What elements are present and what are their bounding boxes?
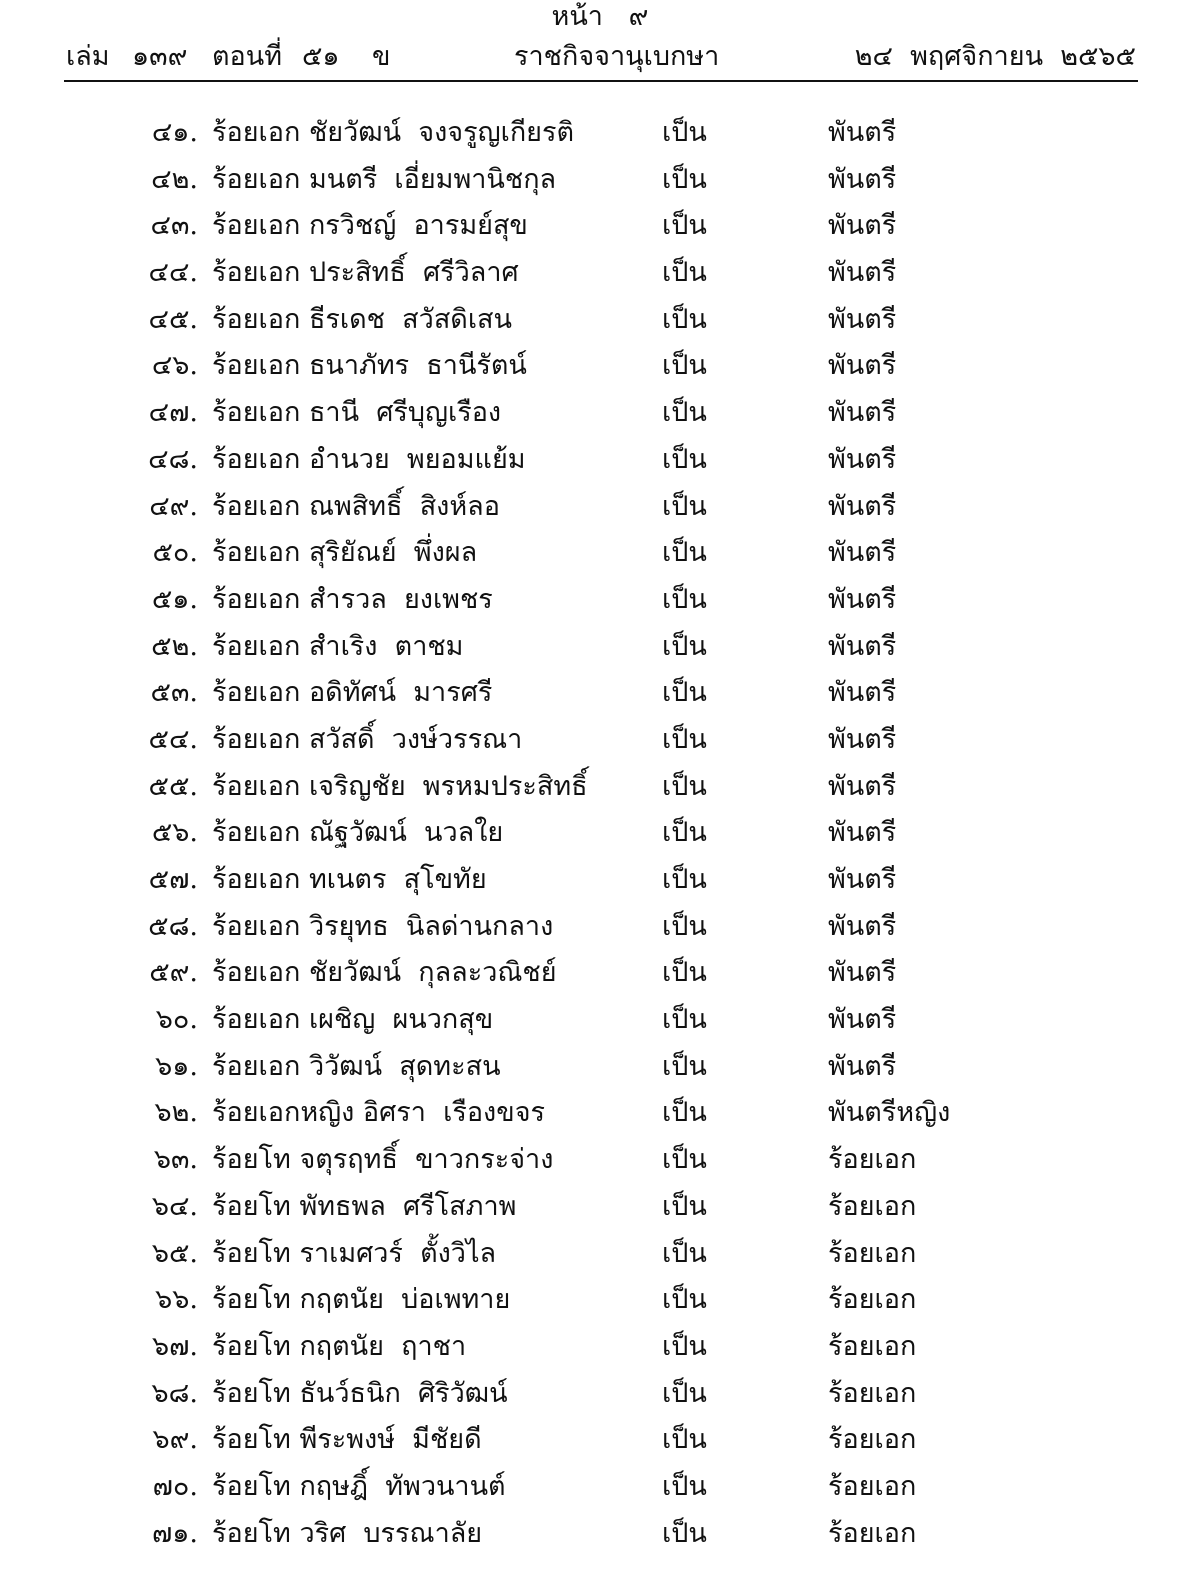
entry-new-rank: พันตรี (828, 770, 897, 802)
entry-number: ๔๘. (148, 443, 198, 475)
entry-new-rank: พันตรี (828, 443, 897, 475)
entry-person-name: ชัยวัฒน์ กุลละวณิชย์ (308, 957, 557, 989)
entry-current-rank: ร้อยโท (212, 1424, 291, 1456)
entry-connector: เป็น (662, 1144, 707, 1176)
entry-connector: เป็น (662, 210, 707, 242)
entry-person-name: กรวิชญ์ อารมย์สุข (308, 210, 528, 242)
volume-label: เล่ม (66, 41, 110, 72)
entry-number: ๕๓. (150, 677, 198, 709)
entry-new-rank: ร้อยเอก (828, 1144, 917, 1176)
entry-name (212, 533, 477, 573)
list-item (0, 440, 1200, 487)
list-item (0, 1420, 1200, 1467)
entry-number: ๗๐. (152, 1470, 198, 1502)
entry-connector: เป็น (662, 1377, 707, 1409)
entry-current-rank: ร้อยโท (212, 1237, 291, 1269)
entry-connector: เป็น (662, 163, 707, 195)
list-item (0, 346, 1200, 393)
issue-number: ๕๑ (302, 41, 340, 72)
entry-number: ๕๕. (148, 770, 198, 802)
entry-connector: เป็น (662, 537, 707, 569)
entry-person-name: สวัสดิ์ วงษ์วรรณา (308, 723, 523, 755)
list-item (0, 673, 1200, 720)
entry-new-rank: ร้อยเอก (828, 1190, 917, 1222)
entry-number: ๖๒. (154, 1097, 198, 1129)
entry-name (212, 1420, 482, 1460)
list-item (0, 627, 1200, 674)
entry-new-rank: พันตรี (828, 490, 897, 522)
entry-person-name: วริศ บรรณาลัย (299, 1517, 483, 1549)
entry-name (212, 907, 553, 947)
entry-person-name: ประสิทธิ์ ศรีวิลาศ (308, 257, 519, 289)
list-item (0, 1374, 1200, 1421)
entry-new-rank: ร้อยเอก (828, 1237, 917, 1269)
entry-connector: เป็น (662, 583, 707, 615)
entry-current-rank: ร้อยเอก (212, 303, 301, 335)
entry-person-name: สำรวล ยงเพชร (308, 583, 493, 615)
entry-current-rank: ร้อยโท (212, 1144, 291, 1176)
entry-current-rank: ร้อยโท (212, 1470, 291, 1502)
entry-new-rank: พันตรี (828, 397, 897, 429)
entry-current-rank: ร้อยโท (212, 1330, 291, 1362)
entry-number: ๖๕. (151, 1237, 198, 1269)
entry-number: ๖๘. (151, 1377, 198, 1409)
entry-current-rank: ร้อยเอกหญิง (212, 1097, 355, 1129)
entry-new-rank: พันตรี (828, 303, 897, 335)
entry-number: ๔๒. (151, 163, 198, 195)
entry-new-rank: พันตรี (828, 257, 897, 289)
entry-new-rank: พันตรี (828, 910, 897, 942)
list-item (0, 113, 1200, 160)
entry-number: ๖๔. (151, 1190, 198, 1222)
entry-name (212, 1000, 493, 1040)
entry-connector: เป็น (662, 864, 707, 895)
list-item (0, 1327, 1200, 1374)
entry-new-rank: ร้อยเอก (828, 1517, 917, 1549)
issue-label: ตอนที่ (212, 41, 283, 72)
entry-connector: เป็น (662, 1470, 707, 1502)
entry-name (212, 1467, 506, 1507)
entry-new-rank: พันตรี (828, 117, 897, 148)
list-item (0, 1093, 1200, 1140)
list-item (0, 720, 1200, 767)
list-item (0, 580, 1200, 627)
entry-connector: เป็น (662, 1237, 707, 1269)
entry-name (212, 487, 500, 527)
section-letter: ข (372, 41, 391, 72)
entry-current-rank: ร้อยเอก (212, 350, 301, 382)
entry-name (212, 673, 492, 713)
entry-person-name: วิวัฒน์ สุดทะสน (308, 1050, 501, 1082)
entry-new-rank: พันตรี (828, 630, 897, 662)
entry-name (212, 1374, 508, 1414)
entry-new-rank: พันตรี (828, 537, 897, 569)
entry-new-rank: ร้อยเอก (828, 1424, 917, 1456)
entry-number: ๖๐. (155, 1004, 198, 1036)
entry-connector: เป็น (662, 443, 707, 475)
entry-current-rank: ร้อยเอก (212, 630, 301, 662)
entry-new-rank: พันตรีหญิง (828, 1097, 951, 1129)
list-item (0, 487, 1200, 534)
entry-name (212, 1234, 496, 1274)
entry-current-rank: ร้อยเอก (212, 397, 301, 429)
entry-person-name: พีระพงษ์ มีชัยดี (299, 1424, 482, 1456)
entry-person-name: ธนาภัทร ธานีรัตน์ (308, 350, 527, 382)
list-item (0, 206, 1200, 253)
entry-name (212, 720, 522, 760)
entry-connector: เป็น (662, 1050, 707, 1082)
entry-connector: เป็น (662, 1284, 707, 1316)
entry-current-rank: ร้อยเอก (212, 817, 301, 849)
entry-person-name: อิศรา เรืองขจร (362, 1097, 546, 1129)
entry-new-rank: พันตรี (828, 864, 897, 895)
entry-name (212, 953, 557, 993)
entry-name (212, 813, 503, 853)
entry-new-rank: ร้อยเอก (828, 1470, 917, 1502)
entry-new-rank: พันตรี (828, 163, 897, 195)
entry-number: ๔๑. (151, 117, 198, 148)
entry-new-rank: พันตรี (828, 1004, 897, 1036)
entry-name (212, 1514, 482, 1554)
entry-person-name: มนตรี เอี่ยมพานิชกุล (308, 163, 557, 195)
list-item (0, 533, 1200, 580)
entry-name (212, 393, 501, 433)
entry-connector: เป็น (662, 1097, 707, 1129)
entry-person-name: ธีรเดช สวัสดิเสน (308, 303, 512, 335)
entry-name (212, 440, 526, 480)
entry-current-rank: ร้อยเอก (212, 163, 301, 195)
entry-number: ๖๓. (153, 1144, 198, 1176)
publication-title: ราชกิจจานุเบกษา (514, 41, 720, 72)
entry-name (212, 300, 512, 340)
list-item (0, 1187, 1200, 1234)
entry-current-rank: ร้อยโท (212, 1190, 291, 1222)
entry-new-rank: ร้อยเอก (828, 1330, 917, 1362)
entry-name (212, 346, 527, 386)
entry-connector: เป็น (662, 117, 707, 148)
list-item (0, 1467, 1200, 1514)
entry-current-rank: ร้อยเอก (212, 770, 301, 802)
entry-connector: เป็น (662, 490, 707, 522)
entry-number: ๖๙. (152, 1424, 198, 1456)
entry-new-rank: พันตรี (828, 957, 897, 989)
volume-number: ๑๓๙ (132, 41, 188, 72)
entry-person-name: กฤตนัย ฤาชา (299, 1330, 467, 1362)
entry-number: ๔๔. (148, 257, 198, 289)
entry-number: ๖๗. (151, 1330, 198, 1362)
entry-person-name: เผชิญ ผนวกสุข (308, 1004, 494, 1036)
entry-person-name: ทเนตร สุโขทัย (308, 864, 487, 895)
entry-current-rank: ร้อยเอก (212, 210, 301, 242)
entry-person-name: กฤตนัย บ่อเพทาย (299, 1284, 511, 1316)
entry-person-name: วิรยุทธ นิลด่านกลาง (308, 910, 554, 942)
entry-number: ๕๒. (151, 630, 198, 662)
entry-current-rank: ร้อยเอก (212, 1050, 301, 1082)
entry-person-name: พัทธพล ศรีโสภาพ (299, 1190, 517, 1222)
entry-connector: เป็น (662, 1330, 707, 1362)
document-header (66, 40, 1136, 76)
entry-name (212, 1327, 466, 1367)
entry-connector: เป็น (662, 1424, 707, 1456)
entry-name (212, 206, 528, 246)
list-item (0, 1000, 1200, 1047)
entry-connector: เป็น (662, 397, 707, 429)
entry-person-name: ธานี ศรีบุญเรือง (308, 397, 502, 429)
entry-number: ๔๙. (149, 490, 198, 522)
entry-person-name: เจริญชัย พรหมประสิทธิ์ (308, 770, 588, 802)
publication-date: ๒๔ พฤศจิกายน ๒๕๖๕ (854, 41, 1136, 72)
entry-number: ๕๔. (148, 723, 198, 755)
entry-number: ๕๐. (152, 537, 198, 569)
entry-current-rank: ร้อยโท (212, 1284, 291, 1316)
entry-number: ๕๖. (151, 817, 198, 849)
promotion-list (0, 113, 1200, 1560)
entry-current-rank: ร้อยเอก (212, 723, 301, 755)
entry-current-rank: ร้อยเอก (212, 910, 301, 942)
entry-number: ๔๕. (148, 303, 198, 335)
entry-current-rank: ร้อยเอก (212, 583, 301, 615)
entry-number: ๔๓. (150, 210, 198, 242)
entry-connector: เป็น (662, 303, 707, 335)
entry-person-name: อดิทัศน์ มารศรี (308, 677, 493, 709)
entry-person-name: ธันว์ธนิก ศิริวัฒน์ (299, 1377, 508, 1409)
entry-name (212, 1140, 553, 1180)
entry-current-rank: ร้อยเอก (212, 864, 301, 895)
list-item (0, 860, 1200, 907)
entry-current-rank: ร้อยเอก (212, 117, 301, 148)
list-item (0, 1047, 1200, 1094)
entry-name (212, 113, 574, 153)
entry-connector: เป็น (662, 350, 707, 382)
entry-number: ๖๖. (155, 1284, 198, 1316)
entry-person-name: อำนวย พยอมแย้ม (308, 443, 526, 475)
entry-person-name: ณพสิทธิ์ สิงห์ลอ (308, 490, 500, 522)
entry-connector: เป็น (662, 817, 707, 849)
entry-name (212, 1047, 501, 1087)
entry-number: ๕๘. (148, 910, 198, 942)
entry-name (212, 253, 519, 293)
entry-connector: เป็น (662, 723, 707, 755)
entry-number: ๕๗. (148, 864, 198, 895)
entry-new-rank: พันตรี (828, 1050, 897, 1082)
list-item (0, 1234, 1200, 1281)
entry-connector: เป็น (662, 1517, 707, 1549)
entry-new-rank: พันตรี (828, 583, 897, 615)
entry-person-name: ราเมศวร์ ตั้งวิไล (299, 1237, 497, 1269)
entry-number: ๔๗. (148, 397, 198, 429)
entry-new-rank: พันตรี (828, 350, 897, 382)
entry-name (212, 1187, 516, 1227)
entry-new-rank: พันตรี (828, 723, 897, 755)
entry-current-rank: ร้อยเอก (212, 677, 301, 709)
list-item (0, 393, 1200, 440)
entry-connector: เป็น (662, 770, 707, 802)
entry-person-name: สำเริง ตาชม (308, 630, 464, 662)
entry-current-rank: ร้อยเอก (212, 443, 301, 475)
list-item (0, 907, 1200, 954)
list-item (0, 253, 1200, 300)
entry-person-name: กฤษฎิ์ ทัพวนานต์ (299, 1470, 506, 1502)
entry-new-rank: ร้อยเอก (828, 1284, 917, 1316)
header-divider (64, 80, 1138, 82)
entry-name (212, 767, 588, 807)
entry-connector: เป็น (662, 630, 707, 662)
entry-name (212, 860, 487, 900)
entry-name (212, 580, 493, 620)
entry-number: ๕๙. (149, 957, 198, 989)
entry-new-rank: พันตรี (828, 817, 897, 849)
entry-connector: เป็น (662, 1004, 707, 1036)
entry-current-rank: ร้อยเอก (212, 957, 301, 989)
entry-name (212, 627, 463, 667)
entry-new-rank: ร้อยเอก (828, 1377, 917, 1409)
entry-new-rank: พันตรี (828, 677, 897, 709)
entry-number: ๗๑. (151, 1517, 198, 1549)
entry-connector: เป็น (662, 910, 707, 942)
list-item (0, 813, 1200, 860)
list-item (0, 1280, 1200, 1327)
entry-connector: เป็น (662, 1190, 707, 1222)
entry-connector: เป็น (662, 957, 707, 989)
entry-connector: เป็น (662, 257, 707, 289)
entry-number: ๖๑. (155, 1050, 198, 1082)
entry-current-rank: ร้อยโท (212, 1377, 291, 1409)
entry-person-name: จตุรฤทธิ์ ขาวกระจ่าง (299, 1144, 554, 1176)
entry-number: ๔๖. (151, 350, 198, 382)
entry-current-rank: ร้อยเอก (212, 537, 301, 569)
entry-name (212, 1093, 545, 1133)
entry-person-name: สุริยัณย์ พึ่งผล (308, 537, 478, 569)
entry-new-rank: พันตรี (828, 210, 897, 242)
entry-name (212, 1280, 510, 1320)
list-item (0, 300, 1200, 347)
entry-person-name: ณัฐวัฒน์ นวลใย (308, 817, 504, 849)
entry-current-rank: ร้อยเอก (212, 490, 301, 522)
entry-person-name: ชัยวัฒน์ จงจรูญเกียรติ (308, 117, 575, 148)
list-item (0, 160, 1200, 207)
entry-current-rank: ร้อยเอก (212, 257, 301, 289)
page-number: หน้า ๙ (551, 1, 649, 32)
entry-connector: เป็น (662, 677, 707, 709)
list-item (0, 953, 1200, 1000)
list-item (0, 767, 1200, 814)
entry-name (212, 160, 556, 200)
entry-current-rank: ร้อยเอก (212, 1004, 301, 1036)
entry-number: ๕๑. (151, 583, 198, 615)
list-item (0, 1514, 1200, 1561)
entry-current-rank: ร้อยโท (212, 1517, 291, 1549)
list-item (0, 1140, 1200, 1187)
